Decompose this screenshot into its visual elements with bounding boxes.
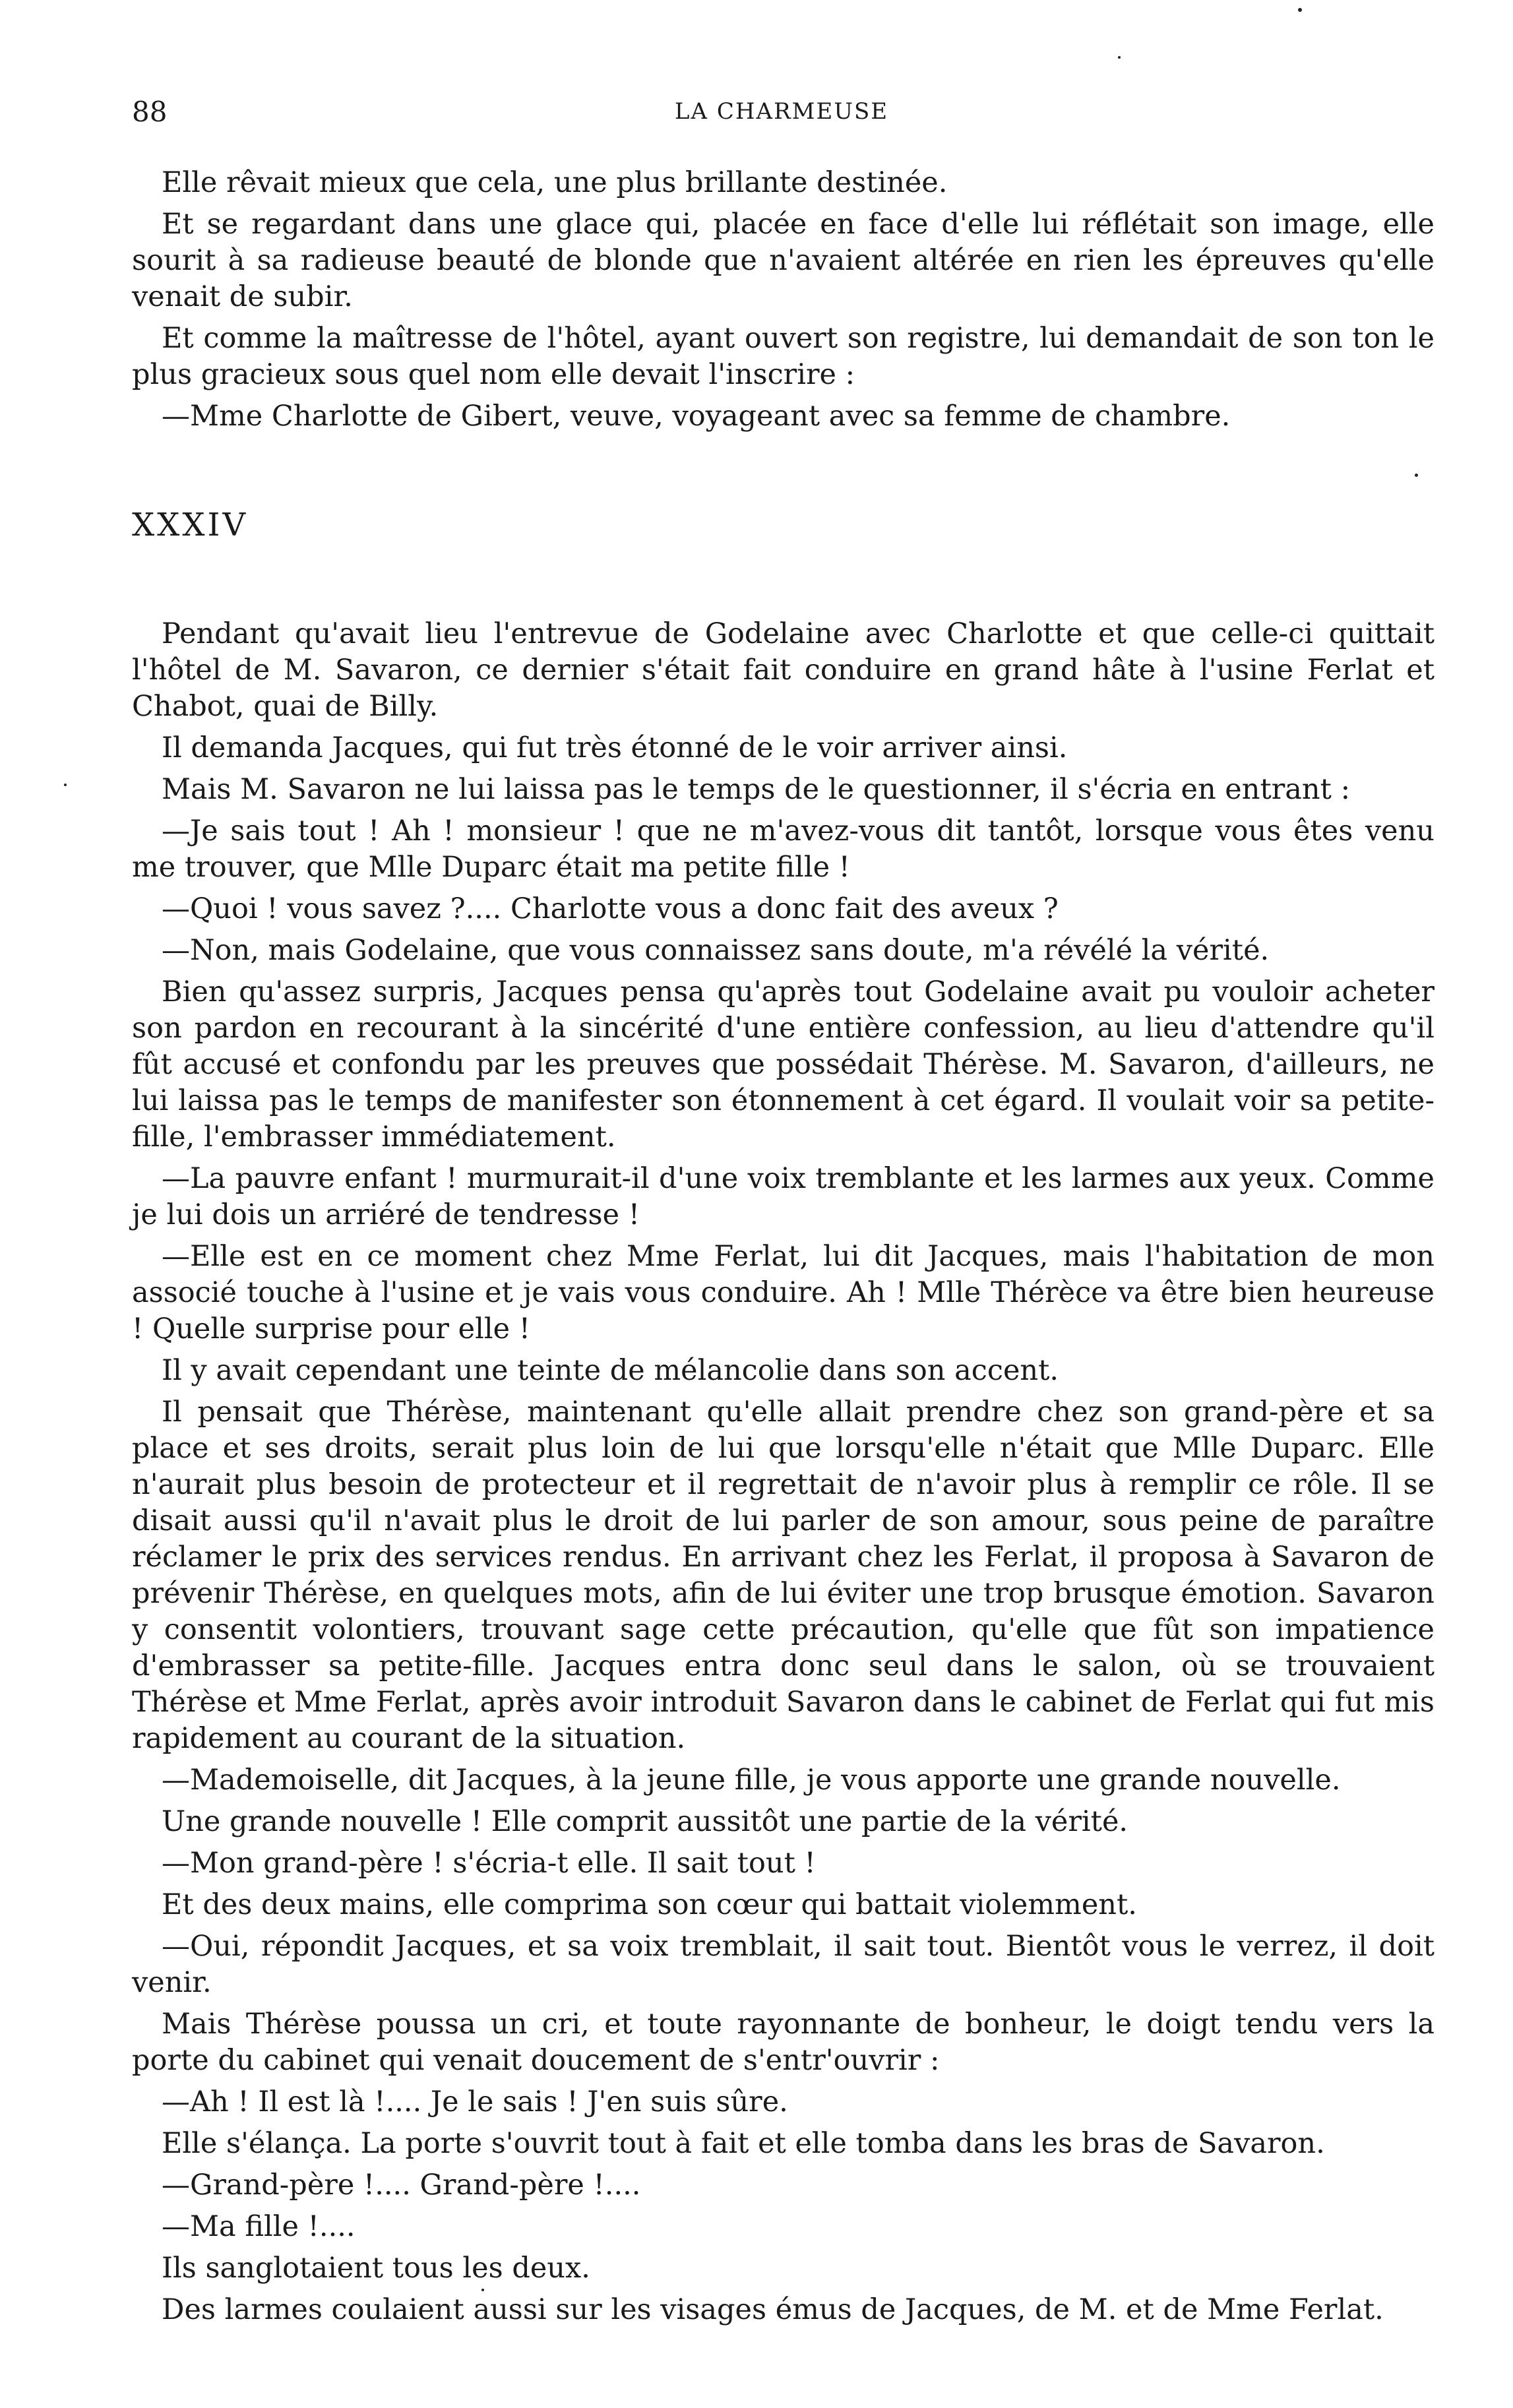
- ink-speck: [1415, 474, 1418, 477]
- paragraph: —Non, mais Godelaine, que vous connaissez sans doute, m'a révélé la vérité.: [162, 934, 1270, 967]
- paragraph: Mais M. Savaron ne lui laissa pas le temps de le questionner, il s'écria en entrant :: [162, 773, 1351, 806]
- paragraph: —La pauvre enfant ! murmurait-il d'une voix tremblante et les larmes aux yeux. Comme je lui dois un arriéré de tendresse !: [132, 1162, 1435, 1231]
- paragraph: —Oui, répondit Jacques, et sa voix tremblait, il sait tout. Bientôt vous le verrez, il doit venir.: [132, 1930, 1435, 1999]
- paragraph: Il demanda Jacques, qui fut très étonné de le voir arriver ainsi.: [162, 731, 1068, 764]
- page-number: 88: [132, 96, 168, 128]
- paragraph: —Grand-père !.... Grand-père !....: [162, 2169, 641, 2202]
- paragraph: —Mme Charlotte de Gibert, veuve, voyageant avec sa femme de chambre.: [162, 400, 1231, 433]
- paragraph: —Elle est en ce moment chez Mme Ferlat, lui dit Jacques, mais l'habitation de mon associé touche à l'usine et je vais vous conduire. Ah ! Mlle Thérèce va être bien heureuse ! Quelle surprise pour elle !: [132, 1240, 1435, 1345]
- paragraph: —Mon grand-père ! s'écria-t elle. Il sait tout !: [162, 1847, 816, 1880]
- running-title: LA CHARMEUSE: [674, 98, 889, 125]
- paragraph: Ils sanglotaient tous les deux.: [162, 2252, 590, 2285]
- chapter-heading: XXXIV: [132, 507, 249, 543]
- paragraph: —Ah ! Il est là !.... Je le sais ! J'en suis sûre.: [162, 2085, 788, 2118]
- paragraph: Et se regardant dans une glace qui, placée en face d'elle lui réflétait son image, elle sourit à sa radieuse beauté de blonde que n'avaient altérée en rien les épreuves qu'elle venait de subir.: [132, 208, 1435, 313]
- page-header: [132, 96, 1431, 135]
- paragraph: Pendant qu'avait lieu l'entrevue de Godelaine avec Charlotte et que celle-ci quittait l'hôtel de M. Savaron, ce dernier s'était fait conduire en grand hâte à l'usine Ferlat et Chabot, quai de Billy.: [132, 617, 1435, 723]
- paragraph: Et comme la maîtresse de l'hôtel, ayant ouvert son registre, lui demandait de son ton le plus gracieux sous quel nom elle devait l'inscrire :: [132, 322, 1435, 391]
- paragraph: —Ma fille !....: [162, 2210, 355, 2243]
- paragraph: Et des deux mains, elle comprima son cœur qui battait violemment.: [162, 1888, 1137, 1921]
- paragraph: —Je sais tout ! Ah ! monsieur ! que ne m'avez-vous dit tantôt, lorsque vous êtes venu me trouver, que Mlle Duparc était ma petite fille !: [132, 815, 1435, 884]
- paragraph: —Mademoiselle, dit Jacques, à la jeune fille, je vous apporte une grande nouvelle.: [162, 1764, 1341, 1797]
- ink-speck: [1298, 8, 1302, 12]
- paragraph: Mais Thérèse poussa un cri, et toute rayonnante de bonheur, le doigt tendu vers la porte du cabinet qui venait doucement de s'entr'ouvrir :: [132, 2008, 1435, 2077]
- paragraph: Elle s'élança. La porte s'ouvrit tout à fait et elle tomba dans les bras de Savaron.: [162, 2127, 1325, 2160]
- ink-speck: [481, 2289, 484, 2291]
- paragraph: Des larmes coulaient aussi sur les visages émus de Jacques, de M. et de Mme Ferlat.: [162, 2293, 1384, 2326]
- ink-speck: [64, 784, 67, 786]
- paragraph: —Quoi ! vous savez ?.... Charlotte vous a donc fait des aveux ?: [162, 892, 1059, 925]
- paragraph: Il y avait cependant une teinte de mélancolie dans son accent.: [162, 1354, 1059, 1387]
- paragraph: Il pensait que Thérèse, maintenant qu'elle allait prendre chez son grand-père et sa place et ses droits, serait plus loin de lui que lorsqu'elle n'était que Mlle Duparc. Elle n'aurait plus besoin de protecteur et il regrettait de n'avoir plus à remplir ce rôle. Il se disait aussi qu'il n'avait plus le droit de lui parler de son amour, sous peine de paraître réclamer le prix des services rendus. En arrivant chez les Ferlat, il proposa à Savaron de prévenir Thérèse, en quelques mots, afin de lui éviter une trop brusque émotion. Savaron y consentit volontiers, trouvant sage cette précaution, qu'elle que fût son impatience d'embrasser sa petite-fille. Jacques entra donc seul dans le salon, où se trouvaient Thérèse et Mme Ferlat, après avoir introduit Savaron dans le cabinet de Ferlat qui fut mis rapidement au courant de la situation.: [132, 1396, 1435, 1755]
- paragraph: Bien qu'assez surpris, Jacques pensa qu'après tout Godelaine avait pu vouloir acheter son pardon en recourant à la sincérité d'une entière confession, au lieu d'attendre qu'il fût accusé et confondu par les preuves que possédait Thérèse. M. Savaron, d'ailleurs, ne lui laissa pas le temps de manifester son étonnement à cet égard. Il voulait voir sa petite-fille, l'embrasser immédiatement.: [132, 975, 1435, 1154]
- paragraph: Elle rêvait mieux que cela, une plus brillante destinée.: [162, 166, 948, 199]
- paragraph: Une grande nouvelle ! Elle comprit aussitôt une partie de la vérité.: [162, 1805, 1128, 1838]
- body-text: [132, 165, 1435, 2333]
- ink-speck: [1118, 56, 1121, 59]
